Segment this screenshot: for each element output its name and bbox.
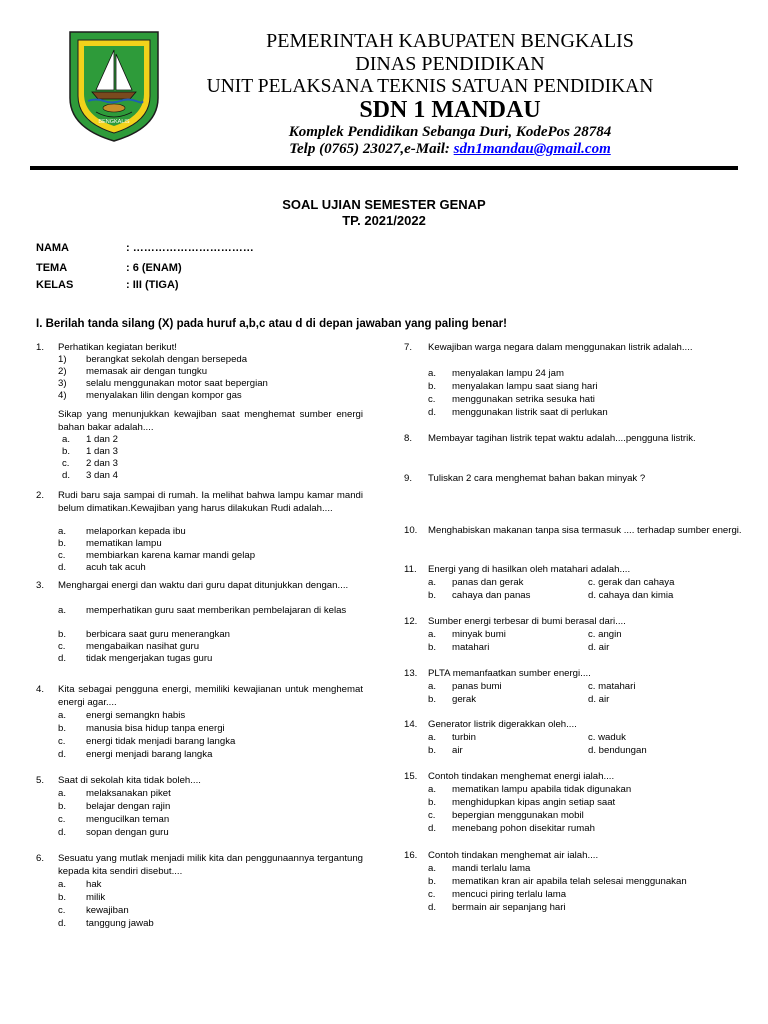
option-text: matahari: [452, 642, 490, 653]
question-text: Energi yang di hasilkan oleh matahari adalah....: [428, 564, 631, 575]
answer-option-b[interactable]: [428, 797, 616, 810]
option-letter: d.: [58, 562, 67, 573]
option-letter: a.: [58, 605, 67, 616]
option-text: mematikan lampu apabila tidak digunakan: [452, 784, 632, 795]
answer-option-a[interactable]: [58, 879, 102, 892]
email-link[interactable]: sdn1mandau@gmail.com: [453, 141, 611, 157]
option-text: menghidupkan kipas angin setiap saat: [452, 797, 616, 808]
option-letter: c.: [428, 810, 436, 821]
option-letter: c.: [58, 905, 66, 916]
question-text: Membayar tagihan listrik tepat waktu adalah....pengguna listrik.: [428, 433, 696, 444]
option-letter: c.: [428, 394, 436, 405]
answer-option-b[interactable]: [428, 381, 598, 394]
option-letter: a.: [428, 681, 437, 692]
answer-option-b[interactable]: [58, 629, 230, 642]
answer-option-d[interactable]: d. air: [588, 694, 610, 705]
option-text: melaksanakan piket: [86, 788, 171, 799]
item-text: berangkat sekolah dengan bersepeda: [86, 354, 248, 365]
option-letter: c.: [58, 550, 66, 561]
answer-option-c[interactable]: [58, 905, 129, 918]
answer-option-a[interactable]: [58, 605, 363, 618]
option-text: acuh tak acuh: [86, 562, 146, 573]
option-text: mandi terlalu lama: [452, 863, 531, 874]
exam-year: TP. 2021/2022: [342, 213, 426, 228]
option-letter: a.: [428, 863, 437, 874]
question-text: PLTA memanfaatkan sumber energi....: [428, 668, 591, 679]
option-letter: b.: [428, 590, 437, 601]
list-item: [58, 366, 208, 379]
option-text: memperhatikan guru saat memberikan pembelajaran di kelas: [86, 605, 347, 616]
option-text: tanggung jawab: [86, 918, 154, 929]
question-number: 2.: [36, 490, 45, 501]
question-number: 5.: [36, 775, 45, 786]
option-letter: b.: [428, 797, 437, 808]
question-text: Menghargai energi dan waktu dari guru dapat ditunjukkan dengan....: [58, 580, 349, 591]
option-letter: c.: [62, 458, 70, 469]
option-text: menyalakan lampu 24 jam: [452, 368, 564, 379]
option-text: melaporkan kepada ibu: [86, 526, 186, 537]
question-text: Saat di sekolah kita tidak boleh....: [58, 775, 201, 786]
option-text: energi menjadi barang langka: [86, 749, 213, 760]
answer-option-d[interactable]: [58, 749, 213, 762]
option-letter: b.: [428, 642, 437, 653]
option-text: turbin: [452, 732, 476, 743]
answer-option-c[interactable]: [428, 810, 584, 823]
item-text: menyalakan lilin dengan kompor gas: [86, 390, 242, 401]
option-text: 1 dan 3: [86, 446, 119, 457]
answer-option-a[interactable]: [428, 732, 476, 745]
answer-option-a[interactable]: [428, 577, 524, 590]
answer-option-c[interactable]: [58, 550, 256, 563]
item-number: 3): [58, 378, 67, 389]
option-text: 2 dan 3: [86, 458, 119, 469]
answer-option-b[interactable]: [58, 892, 106, 905]
option-text: panas dan gerak: [452, 577, 524, 588]
option-letter: d.: [58, 918, 67, 929]
answer-option-d[interactable]: [428, 407, 608, 420]
question-number: 6.: [36, 853, 45, 864]
option-text: 3 dan 4: [86, 470, 119, 481]
question-number: 3.: [36, 580, 45, 591]
answer-option-b[interactable]: [428, 745, 463, 758]
option-text: membiarkan karena kamar mandi gelap: [86, 550, 256, 561]
question-text: Perhatikan kegiatan berikut!: [58, 342, 177, 353]
option-letter: b.: [58, 801, 67, 812]
option-text: manusia bisa hidup tanpa energi: [86, 723, 225, 734]
option-letter: a.: [428, 732, 437, 743]
item-text: selalu menggunakan motor saat bepergian: [86, 378, 268, 389]
option-text: mematikan kran air apabila telah selesai menggunakan: [452, 876, 687, 887]
option-text: bermain air sepanjang hari: [452, 902, 566, 913]
question-number: 4.: [36, 684, 45, 695]
option-text: menebang pohon disekitar rumah: [452, 823, 595, 834]
tema-value: : 6 (ENAM): [126, 262, 182, 274]
question-number: 13.: [404, 668, 418, 679]
logo-text: BENGKALIS: [98, 119, 130, 125]
option-letter: a.: [58, 710, 67, 721]
option-text: energi tidak menjadi barang langka: [86, 736, 236, 747]
option-letter: a.: [58, 788, 67, 799]
answer-option-d[interactable]: d. air: [588, 642, 610, 653]
school-contact: [140, 141, 760, 158]
exam-title: SOAL UJIAN SEMESTER GENAP: [282, 197, 486, 212]
option-text: kewajiban: [86, 905, 129, 916]
list-item: [58, 390, 242, 403]
answer-option-c[interactable]: c. waduk: [588, 732, 626, 743]
answer-option-c[interactable]: [58, 814, 170, 827]
question-text: Menghabiskan makanan tanpa sisa termasuk .... terhadap sumber energi.: [428, 525, 742, 536]
option-letter: b.: [58, 892, 67, 903]
option-letter: d.: [58, 749, 67, 760]
option-letter: a.: [428, 784, 437, 795]
option-letter: d.: [58, 653, 67, 664]
identity-tema: [36, 262, 182, 274]
option-letter: c.: [58, 736, 66, 747]
question-text: Tuliskan 2 cara menghemat bahan bakan minyak ?: [428, 473, 646, 484]
option-text: mematikan lampu: [86, 538, 162, 549]
option-text: hak: [86, 879, 102, 890]
identity-kelas: [36, 279, 179, 291]
answer-option-d[interactable]: [58, 562, 146, 575]
answer-option-a[interactable]: [428, 863, 531, 876]
option-letter: d.: [62, 470, 71, 481]
option-text: panas bumi: [452, 681, 502, 692]
question-text: Contoh tindakan menghemat air ialah....: [428, 850, 599, 861]
answer-option-d[interactable]: [58, 653, 213, 666]
question-number: 9.: [404, 473, 413, 484]
option-letter: a.: [58, 526, 67, 537]
option-letter: b.: [428, 381, 437, 392]
option-letter: d.: [428, 823, 437, 834]
option-text: belajar dengan rajin: [86, 801, 171, 812]
answer-option-d[interactable]: d. cahaya dan kimia: [588, 590, 674, 601]
answer-option-c[interactable]: c. matahari: [588, 681, 636, 692]
question-text: Kewajiban warga negara dalam menggunakan listrik adalah....: [428, 342, 693, 353]
answer-option-b[interactable]: [58, 538, 162, 551]
nama-label: NAMA: [36, 242, 69, 254]
item-text: memasak air dengan tungku: [86, 366, 208, 377]
option-text: milik: [86, 892, 106, 903]
option-text: menggunakan listrik saat di perlukan: [452, 407, 608, 418]
option-letter: b.: [58, 538, 67, 549]
option-letter: a.: [428, 577, 437, 588]
left-column: [36, 342, 363, 942]
answer-option-c[interactable]: c. gerak dan cahaya: [588, 577, 675, 588]
question-number: 15.: [404, 771, 418, 782]
answer-option-c[interactable]: c. angin: [588, 629, 622, 640]
question-number: 10.: [404, 525, 418, 536]
question-text: Sesuatu yang mutlak menjadi milik kita dan penggunaannya tergantung kepada kita sendiri disebut....: [58, 853, 363, 877]
answer-option-b[interactable]: [428, 642, 490, 655]
answer-option-d[interactable]: [58, 827, 169, 840]
option-letter: b.: [428, 876, 437, 887]
answer-option-a[interactable]: [428, 784, 632, 797]
kelas-value: : III (TIGA): [126, 279, 179, 291]
instruction: I. Berilah tanda silang (X) pada huruf a,b,c atau d di depan jawaban yang paling benar!: [36, 318, 507, 330]
question-number: 16.: [404, 850, 418, 861]
question-text: Sumber energi terbesar di bumi berasal dari....: [428, 616, 626, 627]
option-text: menyalakan lampu saat siang hari: [452, 381, 598, 392]
answer-option-a[interactable]: [62, 434, 119, 447]
answer-option-a[interactable]: [58, 526, 186, 539]
answer-option-b[interactable]: [428, 876, 687, 889]
option-text: sopan dengan guru: [86, 827, 169, 838]
option-letter: a.: [58, 879, 67, 890]
option-text: tidak mengerjakan tugas guru: [86, 653, 213, 664]
option-letter: b.: [58, 723, 67, 734]
option-text: bepergian menggunakan mobil: [452, 810, 584, 821]
option-letter: a.: [62, 434, 71, 445]
question-text: Contoh tindakan menghemat energi ialah....: [428, 771, 615, 782]
answer-option-a[interactable]: [58, 788, 171, 801]
option-letter: c.: [58, 641, 66, 652]
answer-option-d[interactable]: [428, 823, 595, 836]
option-letter: b.: [58, 629, 67, 640]
answer-option-c[interactable]: [62, 458, 119, 471]
option-text: mengucilkan teman: [86, 814, 170, 825]
option-text: menggunakan setrika sesuka hati: [452, 394, 595, 405]
option-letter: a.: [428, 368, 437, 379]
option-letter: c.: [428, 889, 436, 900]
option-text: mencuci piring terlalu lama: [452, 889, 567, 900]
option-text: gerak: [452, 694, 476, 705]
answer-option-d[interactable]: [58, 918, 154, 931]
answer-option-a[interactable]: [428, 629, 506, 642]
option-text: minyak bumi: [452, 629, 506, 640]
list-item: [58, 354, 248, 367]
option-letter: d.: [428, 902, 437, 913]
school-address: Komplek Pendidikan Sebanga Duri, KodePos 28784: [288, 124, 612, 140]
answer-option-b[interactable]: [58, 801, 171, 814]
option-text: air: [452, 745, 463, 756]
question-text: Rudi baru saja sampai di rumah. Ia melihat bahwa lampu kamar mandi belum dimatikan.Kewajiban yang harus dilakukan Rudi adalah....: [58, 490, 363, 514]
option-letter: a.: [428, 629, 437, 640]
answer-option-a[interactable]: [428, 681, 502, 694]
answer-option-d[interactable]: [62, 470, 119, 483]
answer-option-b[interactable]: [428, 590, 531, 603]
question-number: 12.: [404, 616, 418, 627]
question-number: 1.: [36, 342, 45, 353]
option-letter: b.: [62, 446, 71, 457]
header-line2: DINAS PENDIDIKAN: [355, 53, 545, 75]
answer-option-b[interactable]: [62, 446, 119, 459]
answer-option-a[interactable]: [428, 368, 564, 381]
item-number: 4): [58, 390, 67, 401]
header-line3: UNIT PELAKSANA TEKNIS SATUAN PENDIDIKAN: [206, 76, 654, 97]
option-letter: d.: [428, 407, 437, 418]
tema-label: TEMA: [36, 262, 68, 274]
answer-option-c[interactable]: [428, 394, 595, 407]
question-text: Generator listrik digerakkan oleh....: [428, 719, 577, 730]
answer-option-c[interactable]: [58, 641, 200, 654]
question-number: 7.: [404, 342, 413, 353]
option-text: berbicara saat guru menerangkan: [86, 629, 230, 640]
question-number: 11.: [404, 564, 417, 575]
option-text: cahaya dan panas: [452, 590, 531, 601]
answer-option-b[interactable]: [58, 723, 225, 736]
answer-option-d[interactable]: d. bendungan: [588, 745, 647, 756]
option-letter: d.: [58, 827, 67, 838]
question-number: 8.: [404, 433, 413, 444]
nama-value: : ……………………………: [126, 242, 254, 254]
answer-option-d[interactable]: [428, 902, 566, 915]
question-text: Kita sebagai pengguna energi, memiliki kewajianan untuk menghemat energi agar....: [58, 684, 363, 708]
option-text: mengabaikan nasihat guru: [86, 641, 200, 652]
list-item: [58, 378, 268, 391]
answer-option-c[interactable]: [428, 889, 567, 902]
header-line1: PEMERINTAH KABUPATEN BENGKALIS: [266, 30, 634, 52]
right-column: [404, 342, 760, 942]
school-name: SDN 1 MANDAU: [359, 97, 541, 123]
option-letter: b.: [428, 745, 437, 756]
option-text: 1 dan 2: [86, 434, 119, 445]
identity-nama: [36, 242, 254, 254]
contact-text: Telp (0765) 23027,e-Mail:: [289, 141, 454, 157]
question-text-2: Sikap yang menunjukkan kewajiban saat menghemat sumber energi bahan bakar adalah....: [58, 409, 363, 433]
answer-option-c[interactable]: [58, 736, 236, 749]
answer-option-b[interactable]: [428, 694, 476, 707]
option-text: energi semangkn habis: [86, 710, 186, 721]
header-divider: [30, 166, 738, 170]
question-number: 14.: [404, 719, 418, 730]
item-number: 1): [58, 354, 67, 365]
item-number: 2): [58, 366, 67, 377]
answer-option-a[interactable]: [58, 710, 186, 723]
option-letter: b.: [428, 694, 437, 705]
option-letter: c.: [58, 814, 66, 825]
kelas-label: KELAS: [36, 279, 74, 291]
